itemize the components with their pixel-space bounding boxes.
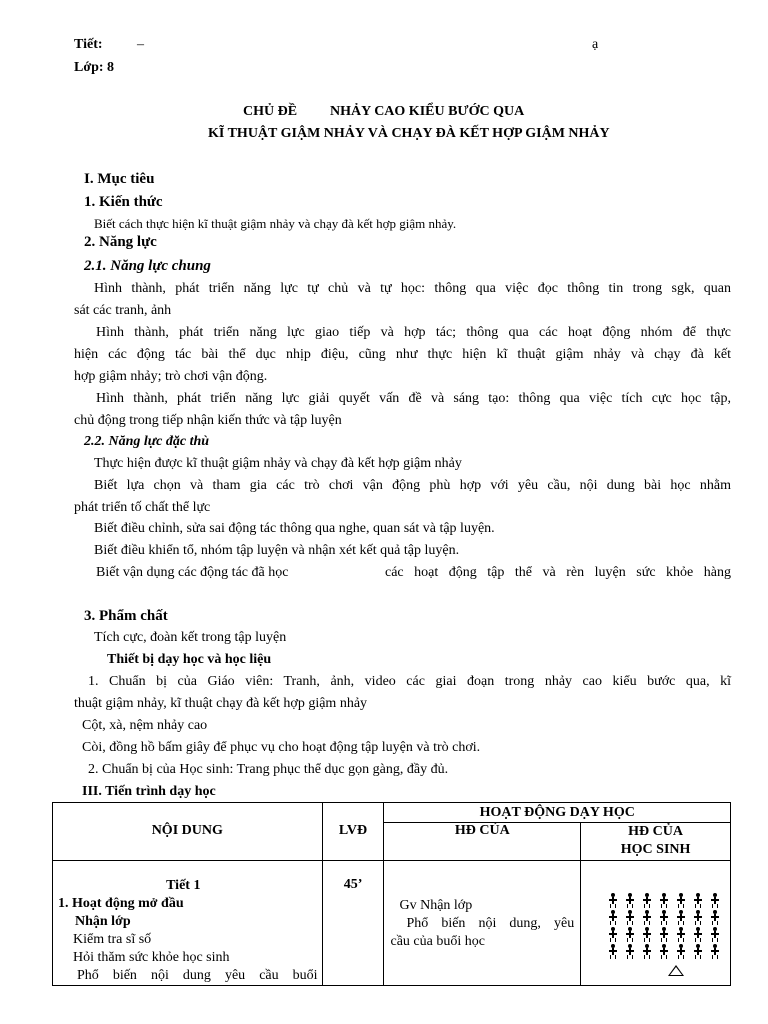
student-figure-icon [642,893,653,909]
teacher-activity-header-cell [384,823,581,861]
teacher-prep-line3: Cột, xà, nệm nhảy cao [82,718,208,733]
class-reception-heading: Nhận lớp [75,914,131,929]
student-activity-header-line1: HĐ CỦA [628,824,684,839]
load-header: LVĐ [338,823,368,838]
student-activity-header-cell [581,823,731,861]
student-figure-icon [608,893,619,909]
activity-header: HOẠT ĐỘNG DẠY HỌC [479,805,635,820]
student-figure-icon [710,944,721,960]
specific-competency-1: Thực hiện được kĩ thuật giậm nhảy và chạy đà kết hợp giậm nhảy [94,456,462,471]
general-competency-p2-line2: hiện các động tác bài thể dục nhịp điệu, cũng như thực hiện kĩ thuật giậm nhảy và chạy đà kết [74,347,731,362]
student-figure-icon [608,910,619,926]
load-cell [322,861,384,986]
general-competency-p2-line3: hợp giậm nhảy; trò chơi vận động. [74,369,268,384]
student-figure-icon [625,927,636,943]
specific-competency-3: Biết điều chỉnh, sửa sai động tác thông qua nghe, quan sát và tập luyện. [94,521,495,536]
student-figure-icon [693,893,704,909]
specific-competency-4: Biết điều khiển tổ, nhóm tập luyện và nhận xét kết quả tập luyện. [94,543,460,558]
specific-competency-5-part1: Biết vận dụng các động tác đã học [96,565,289,580]
student-figure-icon [642,944,653,960]
knowledge-text: Biết cách thực hiện kĩ thuật giậm nhảy và chạy đà kết hợp giậm nhảy. [94,216,457,231]
formation-row [608,893,728,910]
student-figure-icon [625,944,636,960]
content-item-health-check: Hỏi thăm sức khỏe học sinh [73,950,230,965]
general-competency-p1-line1: Hình thành, phát triển năng lực tự chủ và tự học: thông qua việc đọc thông tin trong sgk, quan [94,281,731,296]
topic-title: NHẢY CAO KIỂU BƯỚC QUA [330,104,525,119]
student-figure-icon [710,893,721,909]
formation-row [608,910,728,927]
student-figure-icon [642,927,653,943]
section-objectives-heading: I. Mục tiêu [84,171,155,187]
content-item-announce: Phổ biến nội dung yêu cầu buổi [77,968,318,983]
student-figure-icon [676,927,687,943]
formation-row [608,927,728,944]
teaching-process-heading: III. Tiến trình dạy học [82,784,216,799]
general-competency-p3-line1: Hình thành, phát triển năng lực giải quyết vấn đề và sáng tạo: thông qua việc tích cực học tập, [96,391,731,406]
student-figure-icon [710,910,721,926]
grade-label: Lớp: 8 [74,60,115,75]
load-header-cell [322,803,384,861]
student-figure-icon [625,910,636,926]
qualities-text: Tích cực, đoàn kết trong tập luyện [94,630,287,645]
content-cell [53,861,323,986]
student-figure-icon [659,944,670,960]
content-header: NỘI DUNG [151,823,223,838]
student-figure-icon [608,927,619,943]
student-figure-icon [676,893,687,909]
competency-heading: 2. Năng lực [84,234,157,250]
teacher-prep-line2: thuật giậm nhảy, kĩ thuật chạy đà kết hợp giậm nhảy [74,696,368,711]
student-figure-icon [693,944,704,960]
teacher-prep-line1: 1. Chuẩn bị của Giáo viên: Tranh, ảnh, video các giai đoạn trong nhảy cao kiểu bước qua, kĩ [88,674,731,689]
lesson-number-dash: – [137,37,144,52]
load-value: 45’ [343,877,363,892]
teacher-activity-1: Gv Nhận lớp [399,898,473,913]
lesson-number-label: Tiết: [74,37,103,52]
topic-prefix: CHỦ ĐỀ [243,104,298,119]
student-activity-header-line2: HỌC SINH [620,842,691,857]
student-prep: 2. Chuẩn bị của Học sinh: Trang phục thể dục gọn gàng, đầy đủ. [88,762,449,777]
lesson-title: KĨ THUẬT GIẬM NHẢY VÀ CHẠY ĐÀ KẾT HỢP GIẬM NHẢY [208,126,610,141]
teacher-activity-2-line2: cầu của buổi học [390,934,485,949]
stray-character: ạ [592,37,599,52]
student-figure-icon [642,910,653,926]
opening-activity-heading: 1. Hoạt động mở đầu [58,896,184,911]
content-header-cell [53,803,323,861]
activity-header-cell [384,803,731,823]
general-competency-p2-line1: Hình thành, phát triển năng lực giao tiếp và hợp tác; thông qua các hoạt động nhóm để thực [96,325,731,340]
student-figure-icon [693,910,704,926]
specific-competency-heading: 2.2. Năng lực đặc thù [84,434,210,449]
student-figure-icon [659,893,670,909]
teacher-activity-cell [384,861,581,986]
content-item-attendance: Kiểm tra sĩ số [73,932,152,947]
general-competency-heading: 2.1. Năng lực chung [84,258,211,274]
equipment-heading: Thiết bị dạy học và học liệu [107,652,272,667]
student-figure-icon [676,910,687,926]
specific-competency-2-line1: Biết lựa chọn và tham gia các trò chơi vận động phù hợp với yêu cầu, nội dung bài học nhằm [94,478,731,493]
student-figure-icon [625,893,636,909]
knowledge-heading: 1. Kiến thức [84,194,163,210]
teacher-position-triangle-icon [668,965,684,976]
student-figure-icon [693,927,704,943]
teacher-activity-2-line1: Phổ biến nội dung, yêu [406,916,575,931]
specific-competency-5-part2: các hoạt động tập thể và rèn luyện sức khỏe hàng [385,565,731,580]
general-competency-p3-line2: chủ động trong tiếp nhận kiến thức và tập luyện [74,413,342,428]
teacher-prep-line4: Còi, đồng hồ bấm giây để phục vụ cho hoạt động tập luyện và trò chơi. [82,740,481,755]
specific-competency-2-line2: phát triển tố chất thể lực [74,500,211,515]
student-figure-icon [710,927,721,943]
student-figure-icon [659,910,670,926]
student-figure-icon [676,944,687,960]
general-competency-p1-line2: sát các tranh, ảnh [74,303,172,318]
formation-row [608,944,728,961]
qualities-heading: 3. Phẩm chất [84,608,168,624]
student-figure-icon [608,944,619,960]
period-label: Tiết 1 [166,878,201,893]
student-formation [608,893,728,961]
student-figure-icon [659,927,670,943]
teacher-activity-header: HĐ CỦA [454,823,510,838]
